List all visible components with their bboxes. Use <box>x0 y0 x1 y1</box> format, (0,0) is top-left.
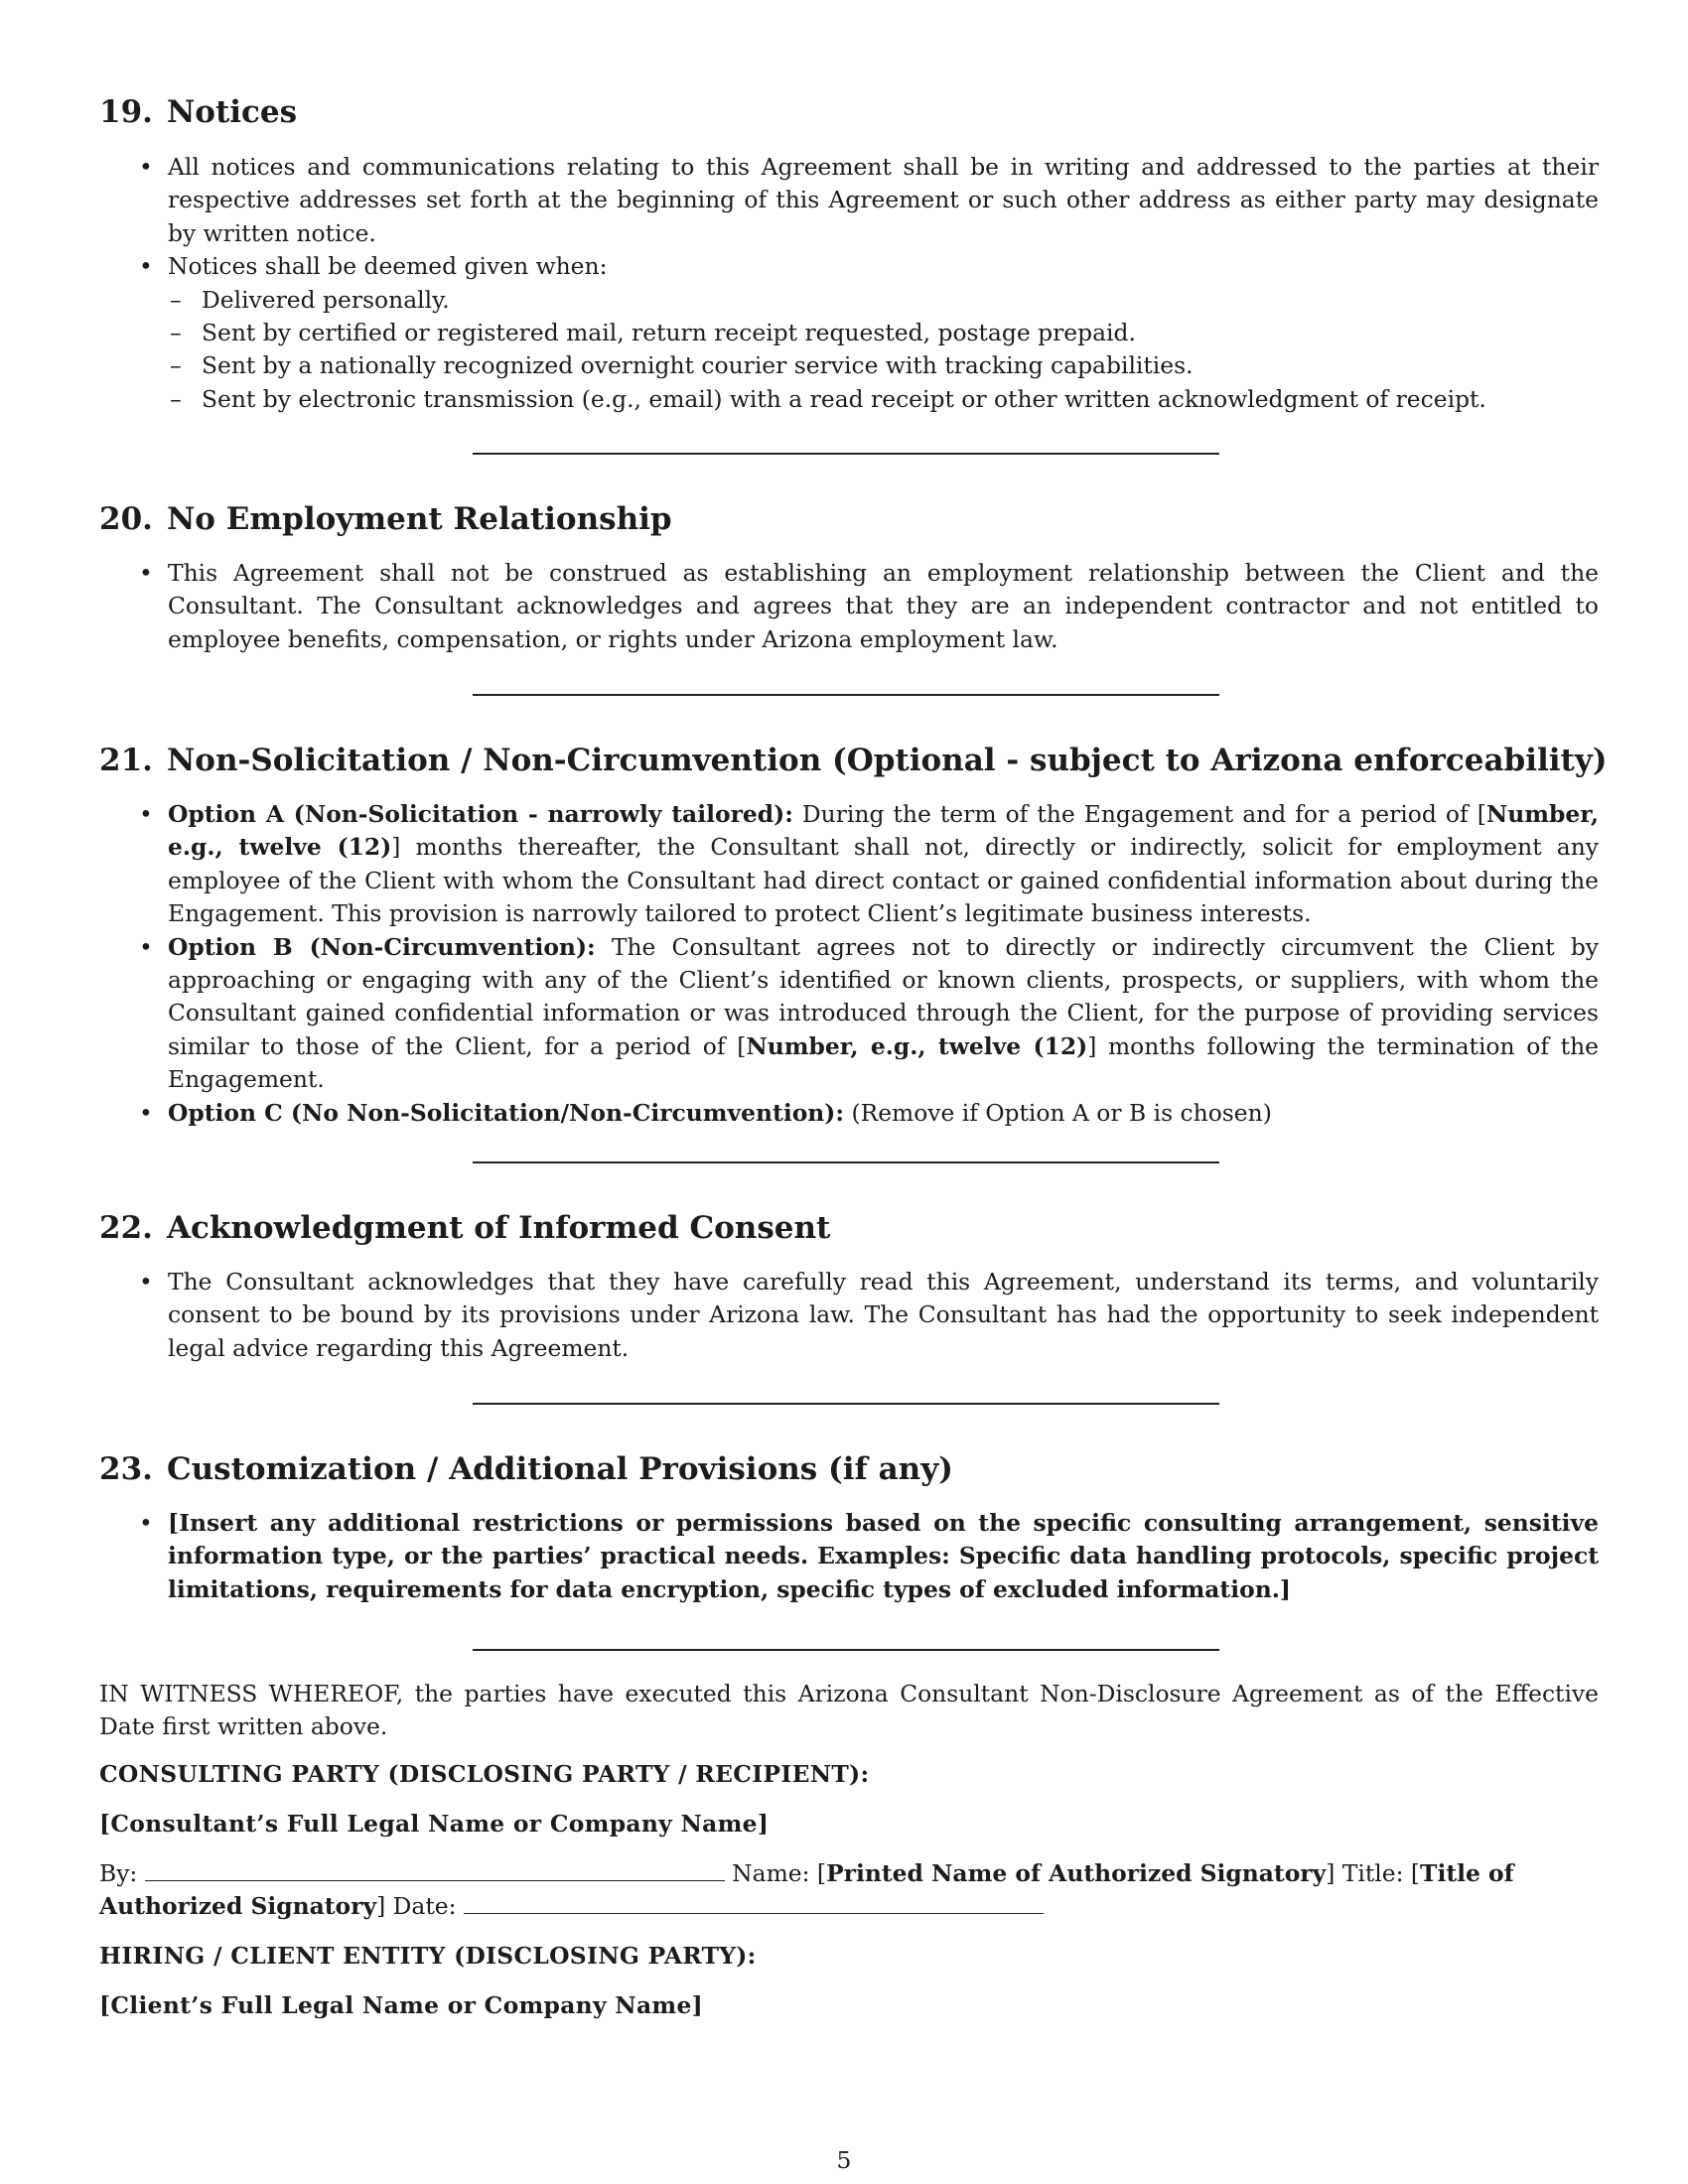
section-23-list <box>136 1507 1599 1606</box>
section-divider <box>473 1403 1219 1405</box>
consent-text: The Consultant acknowledges that they have carefully read this Agreement, understand its terms, and voluntarily consent to be bound by its provisions under Arizona law. The Consultant has had the opportunity to seek independent legal advice regarding this Agreement. <box>168 1268 1599 1362</box>
consultant-name-placeholder: [Consultant’s Full Legal Name or Company Name] <box>99 1810 770 1838</box>
section-21-list <box>136 798 1599 1130</box>
customization-placeholder: [Insert any additional restrictions or permissions based on the specific consulting arrangement, sensitive information type, or the parties’ practical needs. Examples: Specific data handling protocols, specific project limitations, requirements for data encryption, specific types of excluded information.] <box>168 1509 1599 1603</box>
section-title: No Employment Relationship <box>166 501 672 537</box>
sub-list-item: – Sent by electronic transmission (e.g., email) with a read receipt or other written acknowledgment of receipt. <box>168 383 1599 416</box>
section-divider <box>473 694 1219 696</box>
section-20-heading <box>99 501 672 537</box>
hiring-party-label: HIRING / CLIENT ENTITY (DISCLOSING PARTY): <box>99 1942 757 1970</box>
section-number: 21. <box>99 743 153 778</box>
section-divider <box>473 453 1219 455</box>
list-item <box>136 931 1599 1097</box>
section-divider <box>473 1161 1219 1163</box>
date-line[interactable] <box>464 1891 1044 1914</box>
notice-given-text: Notices shall be deemed given when: <box>168 252 608 281</box>
client-name-placeholder: [Client’s Full Legal Name or Company Name] <box>99 1991 704 2019</box>
date-label: Date: <box>392 1892 457 1921</box>
option-c-label: Option C (No Non-Solicitation/Non-Circumvention): <box>168 1098 845 1127</box>
section-divider <box>473 1649 1219 1651</box>
option-a-text-cont: ] months thereafter, the Consultant shall not, directly or indirectly, solicit for employment any employee of the Client with whom the Consultant had direct contact or gained confidential information about during the Engagement. This provision is narrowly tailored to protect Client’s legitimate business interests. <box>168 833 1599 928</box>
section-title: Customization / Additional Provisions (if any) <box>166 1451 953 1487</box>
signature-line[interactable] <box>145 1858 725 1881</box>
employment-text: This Agreement shall not be construed as establishing an employment relationship between the Client and the Consultant. The Consultant acknowledges and agrees that they are an independent contractor and not entitled to employee benefits, compensation, or rights under Arizona employment law. <box>168 559 1599 653</box>
section-22-list <box>136 1266 1599 1365</box>
option-a-label: Option A (Non-Solicitation - narrowly tailored): <box>168 800 793 828</box>
section-title: Notices <box>166 94 298 130</box>
signature-line-block: By: Name: [Printed Name of Authorized Signatory] Title: [Title of Authorized Signatory] Date: <box>99 1859 1514 1921</box>
list-item <box>136 151 1599 250</box>
section-number: 23. <box>99 1451 153 1487</box>
name-label: Name: <box>732 1859 810 1887</box>
section-number: 22. <box>99 1210 153 1246</box>
sub-list-item: – Sent by a nationally recognized overnight courier service with tracking capabilities. <box>168 349 1599 382</box>
witness-clause: IN WITNESS WHEREOF, the parties have executed this Arizona Consultant Non-Disclosure Agreement as of the Effective Date first written above. <box>99 1680 1599 1741</box>
section-19-heading <box>99 94 297 130</box>
section-title: Acknowledgment of Informed Consent <box>166 1210 831 1246</box>
by-label: By: <box>99 1859 138 1887</box>
list-item <box>136 1266 1599 1365</box>
title-label: Title: <box>1341 1859 1404 1887</box>
sub-list-item: – Delivered personally. <box>168 284 1599 317</box>
section-number: 20. <box>99 501 153 537</box>
list-item <box>136 798 1599 931</box>
section-19-list <box>136 151 1599 416</box>
option-b-text-cont: ] months following the termination of the Engagement. <box>168 1031 1599 1094</box>
section-21-heading <box>99 743 1608 778</box>
option-b-placeholder: Number, e.g., twelve (12) <box>746 1031 1088 1060</box>
list-item <box>136 1097 1599 1130</box>
option-c-text: (Remove if Option A or B is chosen) <box>851 1098 1272 1127</box>
option-b-label: Option B (Non-Circumvention): <box>168 932 596 961</box>
option-a-placeholder: Number, e.g., twelve (12) <box>168 800 1599 862</box>
title-placeholder-cont: Authorized Signatory <box>99 1892 377 1921</box>
section-title: Non-Solicitation / Non-Circumvention (Optional - subject to Arizona enforceability) <box>166 743 1608 778</box>
title-placeholder: Title of <box>1420 1859 1514 1887</box>
notice-methods-list <box>168 284 1599 417</box>
option-a-text: During the term of the Engagement and for a period of [ <box>801 800 1486 828</box>
section-number: 19. <box>99 94 153 130</box>
section-23-heading <box>99 1451 953 1487</box>
printed-name-placeholder: Printed Name of Authorized Signatory <box>826 1859 1327 1887</box>
notice-writing-text: All notices and communications relating to this Agreement shall be in writing and addressed to the parties at their respective addresses set forth at the beginning of this Agreement or such other address as either party may designate by written notice. <box>168 153 1599 247</box>
list-item <box>136 250 1599 416</box>
list-item <box>136 1507 1599 1606</box>
section-22-heading <box>99 1210 830 1246</box>
section-20-list <box>136 557 1599 656</box>
page-number: 5 <box>836 2146 852 2174</box>
option-b-text: The Consultant agrees not to directly or indirectly circumvent the Client by approaching or engaging with any of the Client’s identified or known clients, prospects, or suppliers, with whom the Consultant gained confidential information or was introduced through the Client, for the purpose of providing services similar to those of the Client, for a period of [ <box>168 932 1600 1060</box>
sub-list-item: – Sent by certified or registered mail, return receipt requested, postage prepaid. <box>168 317 1599 349</box>
list-item <box>136 557 1599 656</box>
consulting-party-label: CONSULTING PARTY (DISCLOSING PARTY / RECIPIENT): <box>99 1760 870 1788</box>
